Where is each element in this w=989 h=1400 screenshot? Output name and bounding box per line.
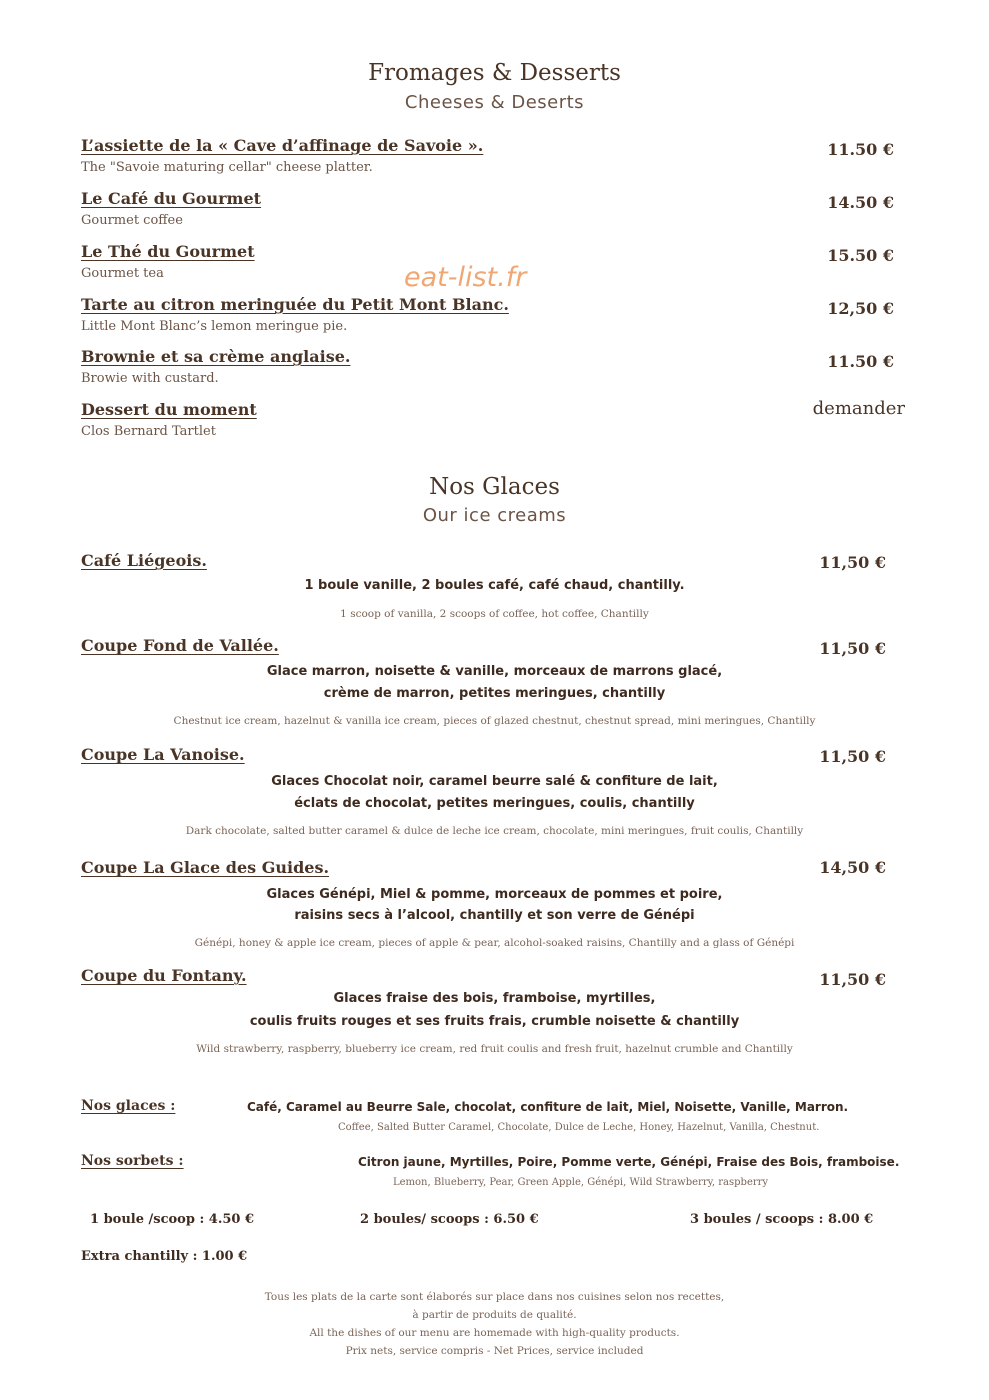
dessert-item-price: 15.50 € (827, 246, 894, 265)
glace-item-desc-fr: Glaces Génépi, Miel & pomme, morceaux de pommes et poire, (266, 887, 723, 902)
footer-line: à partir de produits de qualité. (412, 1309, 577, 1321)
glace-item-desc-en: 1 scoop of vanilla, 2 scoops of coffee, hot coffee, Chantilly (340, 608, 649, 620)
dessert-item-price: 11.50 € (827, 352, 894, 371)
sorbets-flavours-en: Lemon, Blueberry, Pear, Green Apple, Génépi, Wild Strawberry, raspberry (393, 1177, 769, 1188)
glace-item-price: 11,50 € (819, 553, 886, 572)
dessert-item-sub: The "Savoie maturing cellar" cheese platter. (81, 160, 373, 175)
dessert-item-name: Dessert du moment (81, 400, 257, 419)
glace-item-desc-en: Chestnut ice cream, hazelnut & vanilla ice cream, pieces of glazed chestnut, chestnut spread, mini meringues, Chantilly (173, 715, 816, 727)
glace-item-desc-fr: Glaces Chocolat noir, caramel beurre salé & confiture de lait, (271, 774, 718, 789)
glaces-subtitle: Our ice creams (422, 505, 567, 526)
glace-item-name: Coupe La Glace des Guides. (81, 858, 330, 877)
glace-item-name: Coupe Fond de Vallée. (81, 636, 279, 655)
price-extra-chantilly: Extra chantilly : 1.00 € (81, 1249, 248, 1264)
sorbets-flavours-label: Nos sorbets : (81, 1153, 184, 1169)
dessert-item-price: 11.50 € (827, 140, 894, 159)
price-one-scoop: 1 boule /scoop : 4.50 € (90, 1212, 255, 1227)
dessert-item-sub: Little Mont Blanc’s lemon meringue pie. (81, 319, 348, 334)
footer-line: Tous les plats de la carte sont élaborés sur place dans nos cuisines selon nos recettes, (264, 1291, 725, 1303)
dessert-item-sub: Browie with custard. (81, 371, 219, 386)
glace-item-price: 11,50 € (819, 970, 886, 989)
dessert-item-sub: Clos Bernard Tartlet (81, 424, 216, 439)
dessert-item-name: Brownie et sa crème anglaise. (81, 347, 351, 366)
price-two-scoops: 2 boules/ scoops : 6.50 € (360, 1212, 539, 1227)
glace-item-desc-fr: coulis fruits rouges et ses fruits frais, crumble noisette & chantilly (249, 1014, 740, 1029)
dessert-item-name: Le Thé du Gourmet (81, 242, 255, 261)
glace-item-desc-fr: 1 boule vanille, 2 boules café, café chaud, chantilly. (304, 578, 685, 593)
dessert-item-sub: Gourmet tea (81, 266, 164, 281)
dessert-item-price: demander (812, 398, 905, 419)
dessert-item-name: Le Café du Gourmet (81, 189, 262, 208)
glace-item-desc-fr: Glaces fraise des bois, framboise, myrtilles, (333, 991, 656, 1006)
glace-item-desc-fr: éclats de chocolat, petites meringues, coulis, chantilly (294, 796, 695, 811)
footer-line: Prix nets, service compris - Net Prices, service included (345, 1345, 644, 1357)
glace-item-name: Café Liégeois. (81, 551, 207, 570)
glace-item-desc-fr: Glace marron, noisette & vanille, morceaux de marrons glacé, (266, 664, 723, 679)
glaces-flavours-en: Coffee, Salted Butter Caramel, Chocolate, Dulce de Leche, Honey, Hazelnut, Vanilla, Chestnut. (338, 1122, 820, 1133)
footer-line: All the dishes of our menu are homemade with high-quality products. (309, 1327, 680, 1339)
glace-item-price: 11,50 € (819, 747, 886, 766)
glace-item-desc-fr: raisins secs à l’alcool, chantilly et son verre de Génépi (294, 908, 695, 923)
dessert-item-name: L’assiette de la « Cave d’affinage de Savoie ». (81, 136, 484, 155)
glace-item-desc-en: Dark chocolate, salted butter caramel & dulce de leche ice cream, chocolate, mini meringues, fruit coulis, Chantilly (185, 825, 804, 837)
glace-item-desc-fr: crème de marron, petites meringues, chantilly (323, 686, 666, 701)
glace-item-price: 14,50 € (819, 858, 886, 877)
dessert-item-name: Tarte au citron meringuée du Petit Mont Blanc. (81, 295, 509, 314)
desserts-subtitle: Cheeses & Deserts (404, 92, 585, 113)
glaces-flavours-fr: Café, Caramel au Beurre Sale, chocolat, confiture de lait, Miel, Noisette, Vanille, Marron. (247, 1100, 849, 1114)
dessert-item-price: 12,50 € (827, 299, 894, 318)
sorbets-flavours-fr: Citron jaune, Myrtilles, Poire, Pomme verte, Génépi, Fraise des Bois, framboise. (358, 1155, 900, 1169)
price-three-scoops: 3 boules / scoops : 8.00 € (690, 1212, 874, 1227)
glace-item-name: Coupe du Fontany. (81, 966, 247, 985)
glace-item-desc-en: Wild strawberry, raspberry, blueberry ice cream, red fruit coulis and fresh fruit, hazelnut crumble and Chantilly (196, 1043, 793, 1055)
glace-item-desc-en: Génépi, honey & apple ice cream, pieces of apple & pear, alcohol-soaked raisins, Chantilly and a glass of Génépi (194, 937, 795, 949)
dessert-item-price: 14.50 € (827, 193, 894, 212)
watermark: eat-list.fr (404, 262, 527, 293)
dessert-item-sub: Gourmet coffee (81, 213, 183, 228)
glaces-title: Nos Glaces (429, 474, 560, 500)
glace-item-price: 11,50 € (819, 639, 886, 658)
desserts-title: Fromages & Desserts (368, 60, 621, 86)
glace-item-name: Coupe La Vanoise. (81, 745, 245, 764)
glaces-flavours-label: Nos glaces : (81, 1098, 176, 1114)
